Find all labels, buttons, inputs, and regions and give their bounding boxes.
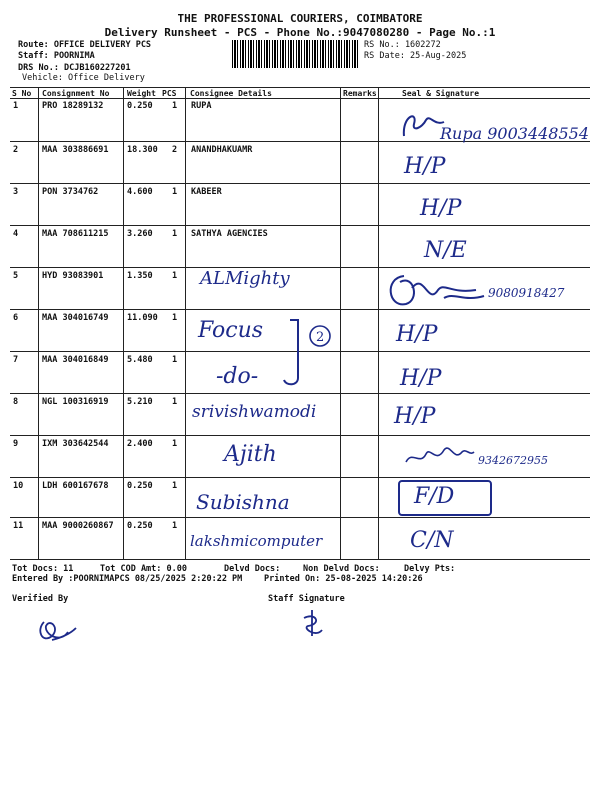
table-top-rule bbox=[10, 87, 590, 88]
col-weight: Weight bbox=[127, 89, 156, 98]
row-sno: 6 bbox=[13, 313, 19, 323]
handwritten-consignee: Focus bbox=[198, 318, 264, 343]
row-sno: 10 bbox=[13, 481, 24, 491]
row-sno: 2 bbox=[13, 145, 19, 155]
col-remarks: Remarks bbox=[343, 89, 377, 98]
handwritten-consignee: srivishwamodi bbox=[192, 402, 317, 422]
rs-number: RS No.: 1602272 bbox=[364, 40, 441, 50]
row-pcs: 1 bbox=[172, 271, 178, 281]
row-consignment: NGL 100316919 bbox=[42, 397, 109, 407]
staff-signature-label: Staff Signature bbox=[268, 594, 345, 604]
row-consignment: MAA 708611215 bbox=[42, 229, 109, 239]
handwritten-status: H/P bbox=[404, 154, 446, 179]
row-rule bbox=[10, 435, 590, 436]
handwritten-status: H/P bbox=[400, 366, 442, 391]
handwritten-status: H/P bbox=[420, 196, 462, 221]
row-consignee: RUPA bbox=[191, 101, 212, 111]
row-weight: 5.210 bbox=[127, 397, 153, 407]
row-consignment: PRO 18289132 bbox=[42, 101, 104, 111]
handwritten-status: H/P bbox=[394, 404, 436, 429]
handwritten-signature-text: 9342672955 bbox=[478, 454, 548, 467]
handwritten-consignee: -do- bbox=[216, 364, 259, 389]
handwritten-consignee: Subishna bbox=[196, 490, 290, 514]
row-pcs: 1 bbox=[172, 187, 178, 197]
verifier-signature bbox=[34, 614, 78, 648]
row-sno: 4 bbox=[13, 229, 19, 239]
row-weight: 3.260 bbox=[127, 229, 153, 239]
staff-label: Staff: POORNIMA bbox=[18, 51, 95, 61]
handwritten-status: F/D bbox=[414, 484, 455, 509]
delivery-points: Delvy Pts: bbox=[404, 564, 456, 574]
company-title: THE PROFESSIONAL COURIERS, COIMBATORE bbox=[177, 12, 423, 25]
row-pcs: 1 bbox=[172, 355, 178, 365]
runsheet-subtitle: Delivery Runsheet - PCS - Phone No.:9047080280 - Page No.:1 bbox=[104, 26, 496, 39]
barcode bbox=[232, 40, 360, 68]
non-delivered-docs: Non Delvd Docs: bbox=[303, 564, 380, 574]
signature-scribble bbox=[402, 440, 476, 470]
handwritten-signature-text: 9080918427 bbox=[488, 286, 565, 300]
row-sno: 3 bbox=[13, 187, 19, 197]
row-consignee: SATHYA AGENCIES bbox=[191, 229, 268, 239]
handwritten-signature-text: Rupa 9003448554 bbox=[440, 124, 590, 143]
signature-scribble bbox=[384, 268, 494, 312]
row-weight: 0.250 bbox=[127, 481, 153, 491]
row-sno: 9 bbox=[13, 439, 19, 449]
row-pcs: 1 bbox=[172, 313, 178, 323]
total-docs: Tot Docs: 11 bbox=[12, 564, 74, 574]
table-header-rule bbox=[10, 98, 590, 99]
row-rule bbox=[10, 393, 590, 394]
row-consignment: MAA 9000260867 bbox=[42, 521, 114, 531]
verified-by-label: Verified By bbox=[12, 594, 69, 604]
handwritten-consignee: ALMighty bbox=[200, 268, 290, 289]
row-consignee: KABEER bbox=[191, 187, 222, 197]
signature-scribble bbox=[400, 106, 448, 142]
table-bottom-rule bbox=[10, 559, 590, 560]
staff-signature bbox=[298, 608, 328, 640]
row-weight: 18.300 bbox=[127, 145, 158, 155]
handwritten-status: H/P bbox=[396, 322, 438, 347]
delivered-docs: Delvd Docs: bbox=[224, 564, 281, 574]
row-weight: 0.250 bbox=[127, 101, 153, 111]
row-consignment: PON 3734762 bbox=[42, 187, 99, 197]
col-consignee: Consignee Details bbox=[190, 89, 272, 98]
row-rule bbox=[10, 267, 590, 268]
col-consignment: Consignment No bbox=[42, 89, 110, 98]
row-weight: 1.350 bbox=[127, 271, 153, 281]
row-pcs: 1 bbox=[172, 397, 178, 407]
row-sno: 8 bbox=[13, 397, 19, 407]
row-rule bbox=[10, 309, 590, 310]
drs-label: DRS No.: DCJB160227201 bbox=[18, 63, 131, 73]
handwritten-consignee: lakshmicomputer bbox=[190, 532, 323, 550]
row-sno: 5 bbox=[13, 271, 19, 281]
row-weight: 0.250 bbox=[127, 521, 153, 531]
row-pcs: 1 bbox=[172, 521, 178, 531]
printed-on: Printed On: 25-08-2025 14:20:26 bbox=[264, 574, 423, 584]
row-rule bbox=[10, 183, 590, 184]
circled-number: 2 bbox=[316, 330, 325, 345]
col-divider bbox=[38, 87, 39, 559]
col-sno: S No bbox=[12, 89, 32, 98]
row-pcs: 1 bbox=[172, 481, 178, 491]
row-sno: 1 bbox=[13, 101, 19, 111]
vehicle-label: Vehicle: Office Delivery bbox=[22, 73, 145, 83]
col-seal-signature: Seal & Signature bbox=[402, 89, 480, 98]
entered-by: Entered By :POORNIMAPCS 08/25/2025 2:20:22 PM bbox=[12, 574, 243, 584]
row-consignment: MAA 303886691 bbox=[42, 145, 109, 155]
handwritten-consignee: Ajith bbox=[224, 442, 277, 467]
row-sno: 7 bbox=[13, 355, 19, 365]
row-pcs: 1 bbox=[172, 229, 178, 239]
row-consignment: HYD 93083901 bbox=[42, 271, 104, 281]
col-pcs: PCS bbox=[162, 89, 177, 98]
bracket-annotation bbox=[282, 316, 344, 388]
row-rule bbox=[10, 225, 590, 226]
row-weight: 5.480 bbox=[127, 355, 153, 365]
row-pcs: 1 bbox=[172, 439, 178, 449]
row-rule bbox=[10, 477, 590, 478]
row-consignment: IXM 303642544 bbox=[42, 439, 109, 449]
col-divider bbox=[378, 87, 379, 559]
total-cod-amount: Tot COD Amt: 0.00 bbox=[100, 564, 187, 574]
row-weight: 11.090 bbox=[127, 313, 158, 323]
col-divider bbox=[123, 87, 124, 559]
row-consignee: ANANDHAKUAMR bbox=[191, 145, 253, 155]
row-rule bbox=[10, 517, 590, 518]
col-divider bbox=[185, 87, 186, 559]
row-consignment: MAA 304016849 bbox=[42, 355, 109, 365]
row-weight: 2.400 bbox=[127, 439, 153, 449]
row-sno: 11 bbox=[13, 521, 24, 531]
handwritten-status: N/E bbox=[424, 238, 467, 263]
row-pcs: 1 bbox=[172, 101, 178, 111]
row-pcs: 2 bbox=[172, 145, 178, 155]
rs-date: RS Date: 25-Aug-2025 bbox=[364, 51, 467, 61]
handwritten-status: C/N bbox=[410, 528, 454, 553]
route-label: Route: OFFICE DELIVERY PCS bbox=[18, 40, 152, 50]
row-consignment: LDH 600167678 bbox=[42, 481, 109, 491]
row-consignment: MAA 304016749 bbox=[42, 313, 109, 323]
row-weight: 4.600 bbox=[127, 187, 153, 197]
